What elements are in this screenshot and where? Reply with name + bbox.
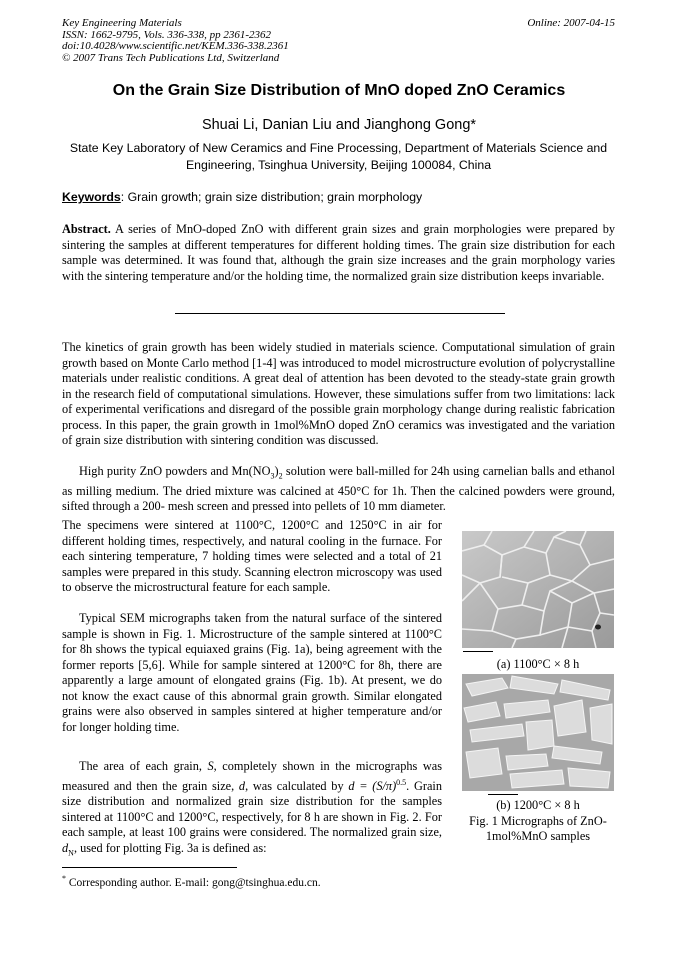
- subscript: 2: [278, 471, 283, 481]
- grain-size-paragraph: [62, 759, 442, 861]
- abstract-text: A series of MnO-doped ZnO with different grain sizes and grain morphologies were prepared by sintering the samples at different temperatures for different holding times. The grain size distribution for each sample was determined. It was found that, although the grain size increases and the grain morphology varies with the sintering temperature and/or the holding time, the normalized grain size distribution keeps invariable.: [62, 222, 615, 283]
- author-list: Shuai Li, Danian Liu and Jianghong Gong*: [201, 117, 477, 133]
- symbol-S: S: [207, 759, 214, 773]
- results-paragraph: Typical SEM micrographs taken from the natural surface of the sintered sample is shown in Fig. 1. Microstructure of the sample sintered at 1100°C for 8h shows the typical equiaxed grains (Fig. 1a), being agreement with the former reports [5,6]. While for sample sintered at 1200°C for 8h, there are apparently a large amount of elongated grains (Fig. 1b). At present, we do not know the exact cause of this abnormal grain growth. Similar elongated grains were also observed in samples sintered at higher temperature and/or for longer holding time.: [62, 611, 442, 734]
- scale-bar: [488, 794, 518, 795]
- copyright-line: © 2007 Trans Tech Publications Ltd, Switzerland: [62, 51, 280, 64]
- footnote-rule: [62, 867, 237, 868]
- paragraph-text: , completely shown in the micrographs was measured and then the grain size,: [62, 759, 442, 793]
- figure-caption: Fig. 1 Micrographs of ZnO-1mol%MnO samples: [469, 814, 607, 843]
- micrograph-a: [462, 531, 614, 648]
- abstract-label: Abstract.: [62, 222, 111, 236]
- intro-paragraph: The kinetics of grain growth has been widely studied in materials science. Computational simulation of grain growth based on Monte Carlo method [1-4] was introduced to model microstructure evolution of polycrystalline materials under realistic conditions. A great deal of attention has been devoted to the steady-state grain growth in the research field of computational simulations. However, these simulations suffer from two limitations: lack of experimental verifications and disregard of the possible grain morphology change during realistic fabrication process. In this paper, the grain growth in 1mol%MnO doped ZnO ceramics was investigated and the variation of grain size distribution with sintering condition was discussed.: [62, 340, 615, 447]
- paragraph-text: The area of each grain,: [79, 759, 208, 773]
- methods-text: High purity ZnO powders and Mn(NO: [79, 464, 271, 478]
- micrograph-b: [462, 674, 614, 791]
- footnote-text: Corresponding author. E-mail: gong@tsinghua.edu.cn.: [66, 876, 321, 889]
- footnote-mark: *: [62, 874, 66, 883]
- keywords-text: : Grain growth; grain size distribution; grain morphology: [120, 190, 423, 204]
- symbol-d: d: [238, 778, 246, 793]
- methods-text: solution were ball-milled for 24h using carnelian balls and ethanol as milling medium. The dried mixture was calcined at 450°C for 1h. Then the calcined powders were ground, sifted through a 200- mesh screen and pressed into pellets of 10 mm diameter.: [62, 464, 615, 514]
- caption-b: (b) 1200°C × 8 h: [496, 798, 580, 812]
- subscript: 3: [270, 471, 275, 481]
- paragraph-text: . Grain size distribution and normalized grain size distribution for the samples sintered at 1100°C and 1200°C, respectively, for 8 h are shown in Fig. 2. For each sample, at least 100 grains were considered. The normalized grain size,: [62, 778, 442, 840]
- methods-text: ): [274, 464, 279, 478]
- affiliation: State Key Laboratory of New Ceramics and Fine Processing, Department of Materials Science and Engineering, Tsinghua University, Beijing 100084, China: [69, 141, 608, 172]
- section-divider: [175, 313, 505, 314]
- paper-title: On the Grain Size Distribution of MnO doped ZnO Ceramics: [112, 82, 566, 99]
- paragraph-text: , used for plotting Fig. 3a is defined as:: [73, 840, 267, 855]
- doi-line: doi:10.4028/www.scientific.net/KEM.336-338.2361: [62, 40, 289, 52]
- online-date: Online: 2007-04-15: [527, 17, 615, 29]
- keywords-label: Keywords: [62, 190, 121, 204]
- subscript: N: [68, 848, 74, 858]
- abstract: [62, 222, 615, 284]
- equation: d = (S/π): [348, 778, 397, 793]
- keywords: [62, 190, 615, 204]
- journal-name: Key Engineering Materials: [62, 17, 182, 29]
- methods-paragraph-continued: The specimens were sintered at 1100°C, 1200°C and 1250°C in air for different holding times, respectively, and natural cooling in the furnace. For each sintering temperature, 7 holding times were selected and a total of 21 samples were prepared in this study. Scanning electron microscopy was used to observe the microstructural feature for each sample.: [62, 518, 442, 594]
- scale-bar: [463, 651, 493, 652]
- paragraph-text: , was calculated by: [245, 778, 349, 793]
- issn-line: ISSN: 1662-9795, Vols. 336-338, pp 2361-2362: [62, 28, 271, 41]
- footnote: [62, 874, 321, 889]
- exponent: 0.5: [396, 777, 407, 787]
- methods-paragraph: [62, 464, 615, 515]
- journal-header: [62, 18, 289, 64]
- caption-a: (a) 1100°C × 8 h: [496, 657, 580, 671]
- symbol-dN: d: [62, 840, 69, 855]
